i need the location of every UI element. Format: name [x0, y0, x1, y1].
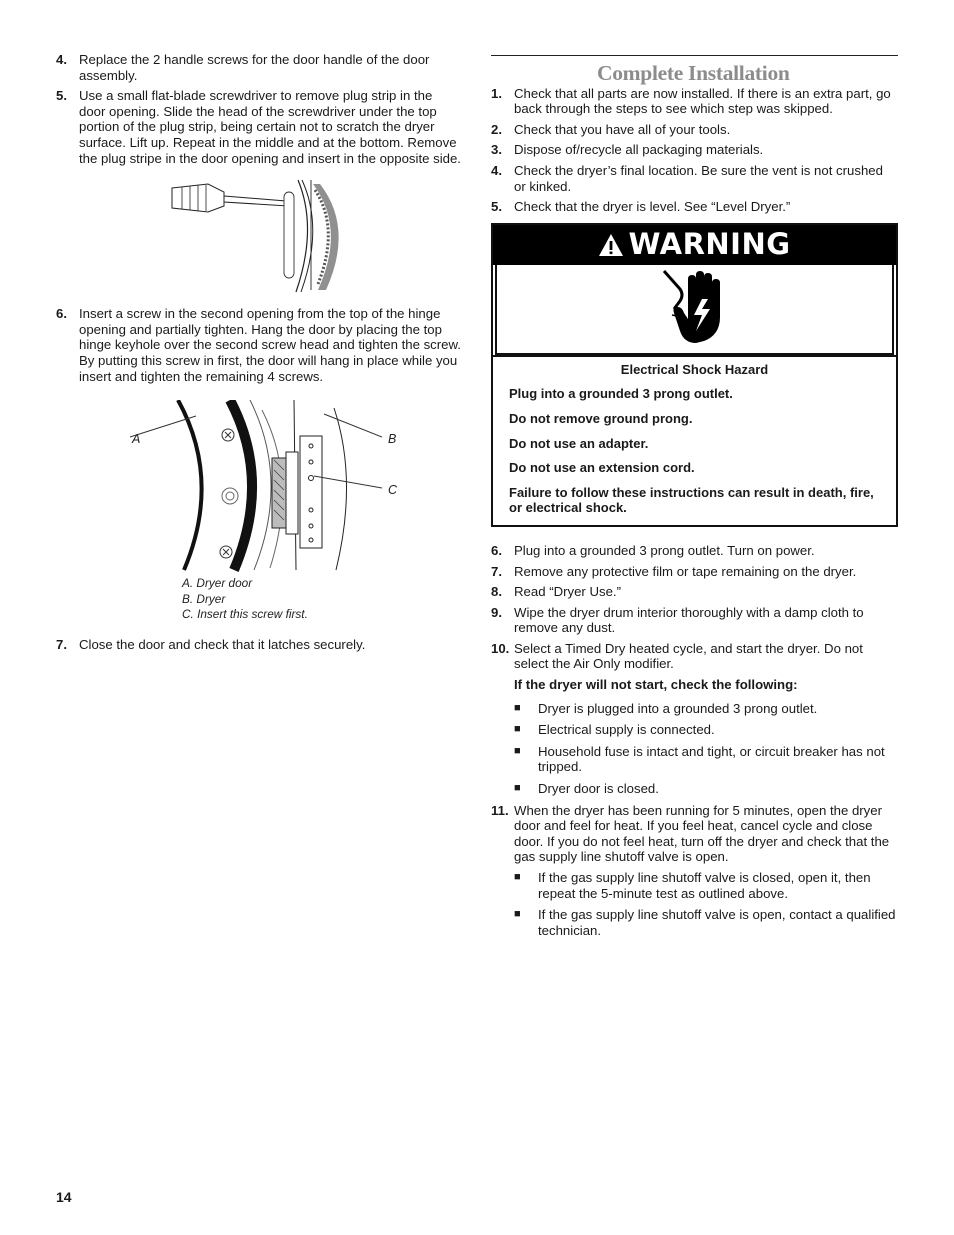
list-item-text: If the gas supply line shutoff valve is open, contact a qualified technician.	[538, 907, 896, 938]
list-item-text: Household fuse is intact and tight, or circuit breaker has not tripped.	[538, 743, 885, 775]
screwdriver-figure-svg	[168, 178, 348, 294]
step-number: 2.	[491, 121, 502, 137]
install-step-5	[491, 199, 898, 215]
install-step-10	[491, 641, 898, 672]
list-item	[514, 781, 898, 797]
step-7	[56, 637, 462, 653]
section-title: Complete Installation	[597, 61, 790, 85]
step-number: 1.	[491, 85, 502, 101]
step-number: 7.	[56, 636, 67, 652]
step-text: When the dryer has been running for 5 minutes, open the dryer door and feel for heat. If you feel heat, cancel cycle and close door. If you do not feel heat, turn off the dryer and check that the gas supply line shutoff valve is open.	[514, 802, 890, 865]
step-text: Insert a screw in the second opening from the top of the hinge opening and partially tighten. Hang the door by placing the top hinge keyhole over the second screw head and tighten the screw. By putting this screw in first, the door will hang in place while you insert and tighten the remaining 4 screws.	[79, 306, 461, 384]
caption-b: B. Dryer	[182, 591, 226, 606]
list-item-text: Dryer door is closed.	[538, 781, 659, 797]
step-text: Check the dryer’s final location. Be sure the vent is not crushed or kinked.	[514, 162, 883, 194]
list-item-text: If the gas supply line shutoff valve is closed, open it, then repeat the 5-minute test as outlined above.	[538, 870, 871, 901]
install-step-1	[491, 86, 898, 117]
step-number: 7.	[491, 563, 502, 579]
warning-triangle-icon	[598, 233, 624, 257]
step-number: 10.	[491, 640, 510, 656]
step-text: Use a small flat-blade screwdriver to remove plug strip in the door opening. Slide the head of the screwdriver under the top portion of the plug strip, being certain not to scratch the dryer surface. Lift up. Repeat in the middle and at the bottom. Remove the plug stripe in the door opening and insert in the opposite side.	[79, 88, 461, 166]
warning-title: WARNING	[628, 226, 791, 261]
list-item	[514, 870, 898, 901]
step-number: 3.	[491, 142, 502, 158]
install-step-9	[491, 605, 898, 636]
step-text: Select a Timed Dry heated cycle, and start the dryer. Do not select the Air Only modifier.	[514, 640, 863, 672]
list-item	[514, 701, 898, 717]
step-text: Dispose of/recycle all packaging materials.	[514, 142, 764, 158]
warning-line: Failure to follow these instructions can result in death, fire, or electrical shock.	[509, 484, 874, 516]
step-number: 6.	[56, 306, 67, 322]
list-item	[514, 744, 898, 775]
step11-list	[514, 870, 898, 938]
install-step-4	[491, 163, 898, 194]
warning-line: Do not remove ground prong.	[509, 410, 693, 426]
step-number: 5.	[56, 88, 67, 104]
warning-line: Do not use an extension cord.	[509, 460, 695, 476]
page-number: 14	[56, 1189, 72, 1205]
list-item	[514, 722, 898, 738]
step-5	[56, 88, 462, 166]
step-text: Wipe the dryer drum interior thoroughly with a damp cloth to remove any dust.	[514, 604, 864, 636]
warning-icon-area	[495, 265, 894, 355]
install-step-6	[491, 543, 898, 559]
bullet-square-icon: ■	[514, 744, 521, 757]
step-number: 11.	[491, 802, 509, 818]
bullet-square-icon: ■	[514, 871, 521, 883]
figure-label-a: A	[132, 432, 141, 447]
hinge-figure-svg	[122, 400, 412, 572]
bullet-square-icon: ■	[514, 701, 521, 714]
install-step-7	[491, 564, 898, 580]
step-text: Check that the dryer is level. See “Level Dryer.”	[514, 199, 791, 215]
step-number: 4.	[56, 52, 67, 67]
install-step-2	[491, 122, 898, 138]
step-text: Plug into a grounded 3 prong outlet. Turn on power.	[514, 542, 815, 558]
install-step-3	[491, 142, 898, 158]
list-item-text: Dryer is plugged into a grounded 3 prong outlet.	[538, 700, 818, 716]
step-number: 4.	[491, 162, 502, 178]
step-4	[56, 52, 462, 83]
step-number: 5.	[491, 199, 502, 215]
hazard-title: Electrical Shock Hazard	[620, 361, 769, 377]
install-step-8	[491, 584, 898, 600]
warning-line: Do not use an adapter.	[509, 435, 649, 451]
step-number: 8.	[491, 584, 502, 600]
list-item-text: Electrical supply is connected.	[538, 722, 715, 738]
step-number: 6.	[491, 542, 502, 558]
caption-a: A. Dryer door	[182, 576, 253, 591]
screwdriver-illustration	[168, 178, 348, 294]
figure-captions	[182, 576, 462, 623]
caption-c: C. Insert this screw first.	[182, 607, 308, 622]
step-text: Close the door and check that it latches securely.	[79, 636, 366, 652]
step-text: Replace the 2 handle screws for the door handle of the door assembly.	[79, 52, 430, 83]
step-text: Read “Dryer Use.”	[514, 584, 621, 600]
warning-line: Plug into a grounded 3 prong outlet.	[509, 386, 733, 402]
list-item	[514, 907, 898, 938]
step-text: Remove any protective film or tape remaining on the dryer.	[514, 563, 857, 579]
figure-label-c: C	[388, 483, 398, 498]
section-divider	[491, 55, 898, 56]
bullet-square-icon: ■	[514, 908, 521, 921]
step-6	[56, 306, 462, 384]
check-list	[514, 701, 898, 797]
install-step-11	[491, 803, 898, 865]
warning-box	[491, 223, 898, 527]
left-column	[56, 52, 462, 657]
bullet-square-icon: ■	[514, 782, 521, 795]
step-text: Check that you have all of your tools.	[514, 121, 731, 137]
right-column	[491, 52, 898, 944]
check-heading: If the dryer will not start, check the following:	[514, 677, 798, 693]
electrical-shock-hand-icon	[660, 269, 730, 349]
figure-label-b: B	[388, 432, 397, 447]
step-number: 9.	[491, 604, 502, 620]
hinge-illustration	[122, 400, 412, 572]
warning-header	[493, 225, 896, 265]
bullet-square-icon: ■	[514, 723, 521, 736]
step-text: Check that all parts are now installed. If there is an extra part, go back through the steps to see which step was skipped.	[514, 85, 891, 117]
warning-body	[493, 355, 896, 525]
